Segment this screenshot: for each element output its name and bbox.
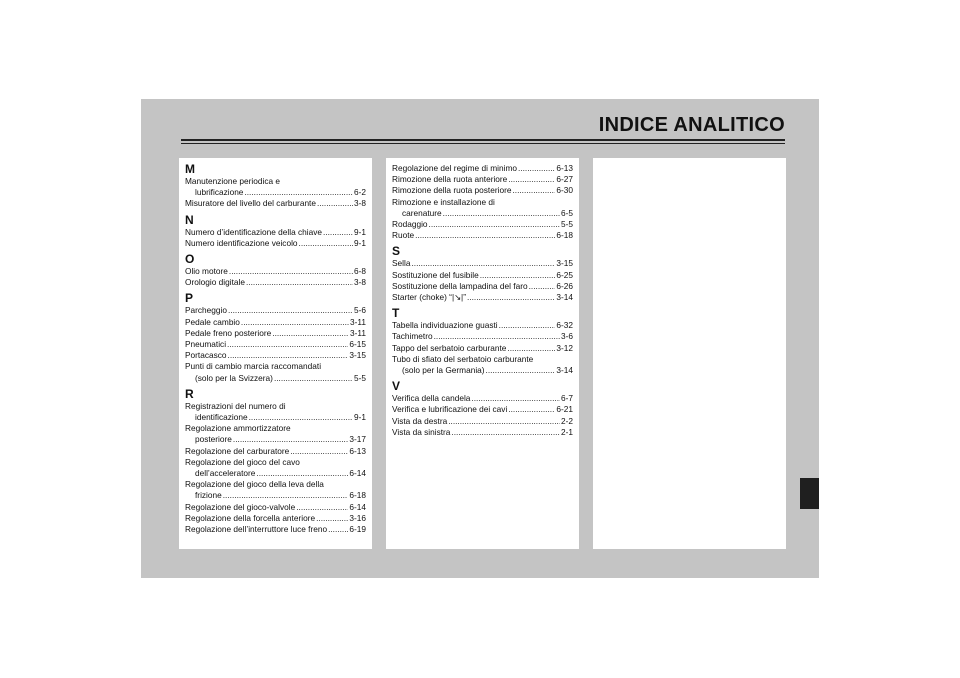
entry-line — [392, 174, 573, 185]
index-entry — [185, 328, 366, 339]
index-entry — [392, 174, 573, 185]
entry-text: Regolazione del gioco della leva della — [185, 479, 324, 490]
leader-dots — [508, 174, 555, 185]
entry-text: (solo per la Germania) — [402, 365, 485, 376]
entry-text: Tabella individuazione guasti — [392, 320, 498, 331]
entry-page-number: 3-12 — [556, 342, 573, 353]
index-entry — [185, 457, 366, 479]
entry-text: Verifica e lubrificazione dei cavi — [392, 404, 508, 415]
entry-page-number: 3-16 — [349, 512, 366, 523]
entry-text: Regolazione del gioco del cavo — [185, 456, 300, 467]
index-column-3 — [593, 158, 786, 549]
leader-dots — [323, 227, 353, 238]
entry-page-number: 6-21 — [556, 404, 573, 415]
entry-line — [185, 513, 366, 524]
entry-line — [392, 354, 573, 365]
entry-text: Verifica della candela — [392, 393, 471, 404]
index-entry — [185, 227, 366, 238]
entry-line — [185, 227, 366, 238]
section-letter: O — [185, 252, 195, 267]
section-letter: V — [392, 379, 401, 394]
index-entry — [185, 305, 366, 316]
leader-dots — [434, 331, 560, 342]
leader-dots — [246, 277, 353, 288]
entry-text: Sostituzione della lampadina del faro — [392, 280, 528, 291]
leader-dots — [499, 320, 556, 331]
entry-page-number: 6-7 — [561, 393, 573, 404]
entry-line — [392, 185, 573, 196]
entry-page-number: 6-5 — [561, 207, 573, 218]
entry-page-number: 3-15 — [349, 350, 366, 361]
entry-line — [392, 219, 573, 230]
leader-dots — [518, 163, 555, 174]
entry-page-number: 9-1 — [354, 412, 366, 423]
entry-page-number: 3-14 — [556, 365, 573, 376]
entry-line — [185, 187, 366, 198]
index-entry — [185, 317, 366, 328]
leader-dots — [328, 524, 348, 535]
entry-page-number: 6-2 — [354, 187, 366, 198]
leader-dots — [244, 187, 353, 198]
entry-page-number: 3-14 — [556, 292, 573, 303]
entry-line — [185, 457, 366, 468]
index-entry — [392, 219, 573, 230]
entry-text: Registrazioni del numero di — [185, 400, 286, 411]
entry-page-number: 6-14 — [349, 501, 366, 512]
entry-text: posteriore — [195, 434, 232, 445]
index-entry — [392, 331, 573, 342]
index-entry — [392, 197, 573, 219]
entry-page-number: 6-27 — [556, 174, 573, 185]
entry-line — [185, 317, 366, 328]
entry-page-number: 6-15 — [349, 339, 366, 350]
leader-dots — [415, 230, 555, 241]
index-entry — [392, 281, 573, 292]
entry-line — [185, 468, 366, 479]
entry-line — [185, 198, 366, 209]
index-entry — [392, 230, 573, 241]
leader-dots — [272, 328, 349, 339]
index-entry — [185, 198, 366, 209]
entry-line — [185, 176, 366, 187]
entry-page-number: 6-30 — [556, 185, 573, 196]
index-entry — [185, 401, 366, 423]
entry-text: Pedale freno posteriore — [185, 327, 272, 338]
section-letter: S — [392, 244, 401, 259]
entry-line — [392, 320, 573, 331]
leader-dots — [228, 305, 353, 316]
entry-line — [185, 401, 366, 412]
index-entry — [392, 258, 573, 269]
entry-page-number: 3-11 — [350, 316, 366, 327]
entry-text: Tappo del serbatoio carburante — [392, 342, 507, 353]
entry-line — [392, 343, 573, 354]
leader-dots — [233, 434, 348, 445]
leader-dots — [507, 343, 555, 354]
page-title: INDICE ANALITICO — [598, 114, 785, 136]
index-entry — [185, 361, 366, 383]
leader-dots — [471, 393, 560, 404]
index-entry — [185, 339, 366, 350]
leader-dots — [274, 373, 353, 384]
leader-dots — [223, 490, 349, 501]
entry-text: Sella — [392, 258, 411, 269]
index-entry — [392, 354, 573, 376]
entry-line — [392, 331, 573, 342]
entry-page-number: 6-26 — [556, 280, 573, 291]
entry-text: Pedale cambio — [185, 316, 240, 327]
index-entry — [392, 320, 573, 331]
leader-dots — [296, 502, 348, 513]
index-entry — [185, 479, 366, 501]
manual-page — [141, 99, 819, 578]
entry-text: Regolazione del regime di minimo — [392, 163, 517, 173]
entry-page-number: 5-5 — [354, 372, 366, 383]
entry-text: lubrificazione — [195, 187, 244, 198]
index-entry — [185, 277, 366, 288]
entry-text: Regolazione dell’interruttore luce freno — [185, 524, 328, 535]
index-entry — [392, 163, 573, 174]
entry-text: Numero identificazione veicolo — [185, 237, 298, 248]
leader-dots — [451, 427, 560, 438]
entry-text: Regolazione del carburatore — [185, 445, 290, 456]
entry-page-number: 6-14 — [349, 468, 366, 479]
entry-text: Orologio digitale — [185, 277, 245, 288]
entry-line — [392, 393, 573, 404]
leader-dots — [317, 198, 353, 209]
entry-text: Regolazione ammortizzatore — [185, 423, 291, 434]
entry-text: Sostituzione del fusibile — [392, 269, 479, 280]
index-entry — [185, 350, 366, 361]
entry-text: Numero d’identificazione della chiave — [185, 226, 322, 237]
index-entry — [392, 292, 573, 303]
index-column-1 — [179, 158, 372, 549]
leader-dots — [512, 185, 555, 196]
entry-line — [185, 524, 366, 535]
index-entry — [185, 446, 366, 457]
leader-dots — [480, 270, 556, 281]
section-letter: R — [185, 386, 194, 401]
entry-page-number: 3-17 — [349, 434, 366, 445]
section-letter: N — [185, 212, 194, 227]
section-letter: T — [392, 306, 400, 321]
entry-text: Vista da destra — [392, 415, 448, 426]
entry-text: Pneumatici — [185, 339, 227, 350]
entry-text: Vista da sinistra — [392, 426, 451, 437]
index-entry — [185, 266, 366, 277]
index-entry — [185, 502, 366, 513]
entry-line — [392, 404, 573, 415]
section-letter: M — [185, 162, 195, 176]
entry-line — [185, 479, 366, 490]
leader-dots — [256, 468, 348, 479]
leader-dots — [448, 416, 560, 427]
entry-line — [185, 490, 366, 501]
entry-page-number: 3-15 — [556, 258, 573, 269]
entry-page-number: 3-8 — [354, 277, 366, 288]
entry-page-number: 3-8 — [354, 198, 366, 209]
leader-dots — [429, 219, 560, 230]
entry-text: Olio motore — [185, 266, 228, 277]
entry-text: Rimozione della ruota anteriore — [392, 174, 508, 185]
index-entry — [392, 185, 573, 196]
entry-line — [185, 339, 366, 350]
entry-line — [392, 230, 573, 241]
entry-page-number: 6-32 — [556, 320, 573, 331]
entry-line — [185, 361, 366, 372]
entry-page-number: 3-6 — [561, 331, 573, 342]
entry-text: Portacasco — [185, 350, 227, 361]
entry-page-number: 2-1 — [561, 426, 573, 437]
entry-line — [185, 266, 366, 277]
entry-text: Regolazione del gioco-valvole — [185, 501, 296, 512]
index-entry — [185, 238, 366, 249]
entry-text: Starter (choke) “|↘|” — [392, 292, 466, 303]
index-entry — [185, 423, 366, 445]
entry-page-number: 2-2 — [561, 415, 573, 426]
entry-page-number: 6-19 — [349, 524, 366, 535]
entry-text: Ruote — [392, 230, 415, 241]
entry-line — [392, 208, 573, 219]
section-letter: P — [185, 291, 194, 306]
entry-line — [392, 270, 573, 281]
entry-text: Tubo di sfiato del serbatoio carburante — [392, 353, 534, 364]
entry-line — [185, 434, 366, 445]
entry-line — [185, 238, 366, 249]
leader-dots — [411, 258, 555, 269]
entry-text: identificazione — [195, 412, 248, 423]
entry-line — [392, 281, 573, 292]
entry-line — [185, 373, 366, 384]
leader-dots — [443, 208, 560, 219]
index-entry — [392, 416, 573, 427]
index-entry — [185, 524, 366, 535]
entry-line — [185, 412, 366, 423]
entry-text: Parcheggio — [185, 305, 227, 316]
leader-dots — [249, 412, 353, 423]
entry-text: Rimozione della ruota posteriore — [392, 185, 512, 196]
entry-line — [392, 258, 573, 269]
leader-dots — [299, 238, 353, 249]
entry-page-number: 6-13 — [556, 163, 573, 173]
entry-text: Regolazione della forcella anteriore — [185, 512, 316, 523]
entry-page-number: 6-25 — [556, 269, 573, 280]
entry-text: carenature — [402, 207, 442, 218]
entry-page-number: 6-18 — [556, 230, 573, 241]
leader-dots — [229, 266, 353, 277]
entry-text: Tachimetro — [392, 331, 433, 342]
title-rule — [181, 139, 785, 141]
entry-line — [185, 350, 366, 361]
entry-page-number: 6-18 — [349, 490, 366, 501]
entry-line — [392, 292, 573, 303]
index-entry — [185, 513, 366, 524]
leader-dots — [529, 281, 556, 292]
entry-page-number: 5-6 — [354, 305, 366, 316]
entry-line — [185, 305, 366, 316]
entry-line — [185, 446, 366, 457]
entry-text: (solo per la Svizzera) — [195, 372, 273, 383]
entry-page-number: 9-1 — [354, 226, 366, 237]
index-entry — [392, 393, 573, 404]
leader-dots — [228, 350, 349, 361]
entry-text: Rimozione e installazione di — [392, 196, 495, 207]
entry-line — [185, 502, 366, 513]
index-entry — [392, 343, 573, 354]
entry-page-number: 5-5 — [561, 219, 573, 230]
entry-text: Rodaggio — [392, 219, 428, 230]
entry-line — [185, 423, 366, 434]
leader-dots — [316, 513, 348, 524]
entry-page-number: 3-11 — [350, 327, 366, 338]
index-entry — [185, 176, 366, 198]
entry-line — [392, 365, 573, 376]
entry-text: frizione — [195, 490, 222, 501]
index-entry — [392, 427, 573, 438]
index-column-2 — [386, 158, 579, 549]
entry-line — [185, 277, 366, 288]
entry-line — [392, 427, 573, 438]
entry-page-number: 6-13 — [349, 445, 366, 456]
leader-dots — [467, 292, 555, 303]
entry-line — [392, 197, 573, 208]
entry-text: Misuratore del livello del carburante — [185, 198, 316, 209]
leader-dots — [508, 404, 555, 415]
title-rule-thin — [181, 143, 785, 144]
leader-dots — [486, 365, 556, 376]
index-entry — [392, 270, 573, 281]
entry-line — [185, 328, 366, 339]
leader-dots — [241, 317, 349, 328]
entry-line — [392, 163, 573, 174]
entry-text: Manutenzione periodica e — [185, 176, 281, 186]
leader-dots — [290, 446, 348, 457]
entry-text: Punti di cambio marcia raccomandati — [185, 361, 322, 372]
entry-page-number: 6-8 — [354, 266, 366, 277]
index-entry — [392, 404, 573, 415]
chapter-thumb-tab — [800, 478, 819, 509]
entry-page-number: 9-1 — [354, 237, 366, 248]
entry-text: dell’acceleratore — [195, 468, 256, 479]
entry-line — [392, 416, 573, 427]
leader-dots — [227, 339, 348, 350]
